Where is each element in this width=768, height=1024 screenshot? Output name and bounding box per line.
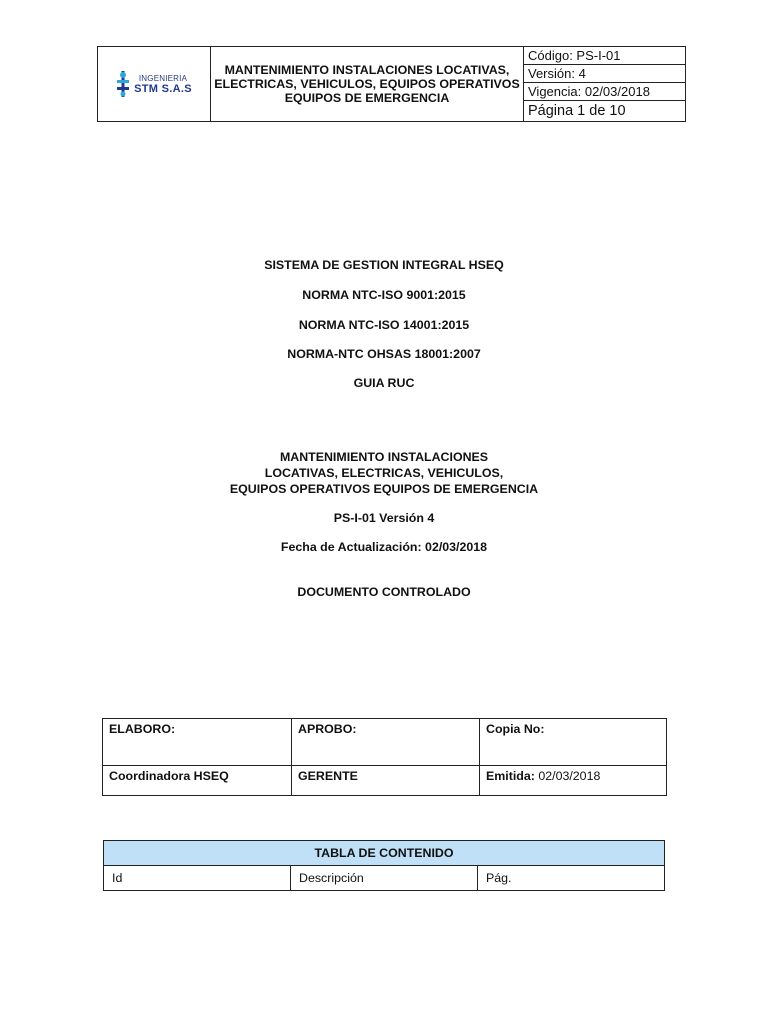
- emitida-label: Emitida:: [486, 768, 535, 783]
- guide-ruc: GUIA RUC: [353, 376, 415, 390]
- logo-text-small: INGENIERIA: [138, 73, 188, 83]
- logo-text-big: STM S.A.S: [134, 82, 192, 95]
- update-date: Fecha de Actualización: 02/03/2018: [280, 540, 488, 554]
- emitida-cell: [480, 765, 667, 795]
- document-title-line: LOCATIVAS, ELECTRICAS, VEHICULOS,: [264, 466, 504, 480]
- document-header-title: MANTENIMIENTO INSTALACIONES LOCATIVAS, ELECTRICAS, VEHICULOS, EQUIPOS OPERATIVOS EQUIPOS DE EMERGENCIA: [211, 47, 524, 122]
- elaboro-label: ELABORO:: [103, 719, 292, 766]
- document-validity: Vigencia: 02/03/2018: [524, 83, 686, 101]
- emitida-value: 02/03/2018: [538, 768, 601, 783]
- norm-iso-9001: NORMA NTC-ISO 9001:2015: [302, 288, 466, 302]
- page-number: Página 1 de 10: [524, 101, 686, 122]
- code-version: PS-I-01 Versión 4: [333, 511, 435, 525]
- document-code: Código: PS-I-01: [524, 47, 686, 65]
- controlled-document: DOCUMENTO CONTROLADO: [297, 585, 471, 599]
- aprobo-value: GERENTE: [292, 765, 480, 795]
- document-title-line: MANTENIMIENTO INSTALACIONES: [279, 450, 489, 464]
- approval-table: [102, 718, 667, 796]
- document-title: [0, 449, 768, 497]
- logo-cell: [98, 47, 211, 122]
- document-version: Versión: 4: [524, 65, 686, 83]
- company-logo: [98, 69, 210, 99]
- elaboro-value: Coordinadora HSEQ: [103, 765, 292, 795]
- copia-label: Copia No:: [480, 719, 667, 766]
- logo-icon: [116, 69, 130, 99]
- table-of-contents: [103, 840, 665, 891]
- document-header: [97, 46, 686, 122]
- toc-col-id: Id: [104, 866, 291, 891]
- toc-col-description: Descripción: [291, 866, 478, 891]
- toc-col-page: Pág.: [478, 866, 665, 891]
- document-title-line: EQUIPOS OPERATIVOS EQUIPOS DE EMERGENCIA: [229, 482, 539, 496]
- toc-title: TABLA DE CONTENIDO: [104, 841, 665, 866]
- system-title: SISTEMA DE GESTION INTEGRAL HSEQ: [264, 258, 504, 272]
- norm-ohsas-18001: NORMA-NTC OHSAS 18001:2007: [287, 347, 481, 361]
- norm-iso-14001: NORMA NTC-ISO 14001:2015: [298, 318, 470, 332]
- aprobo-label: APROBO:: [292, 719, 480, 766]
